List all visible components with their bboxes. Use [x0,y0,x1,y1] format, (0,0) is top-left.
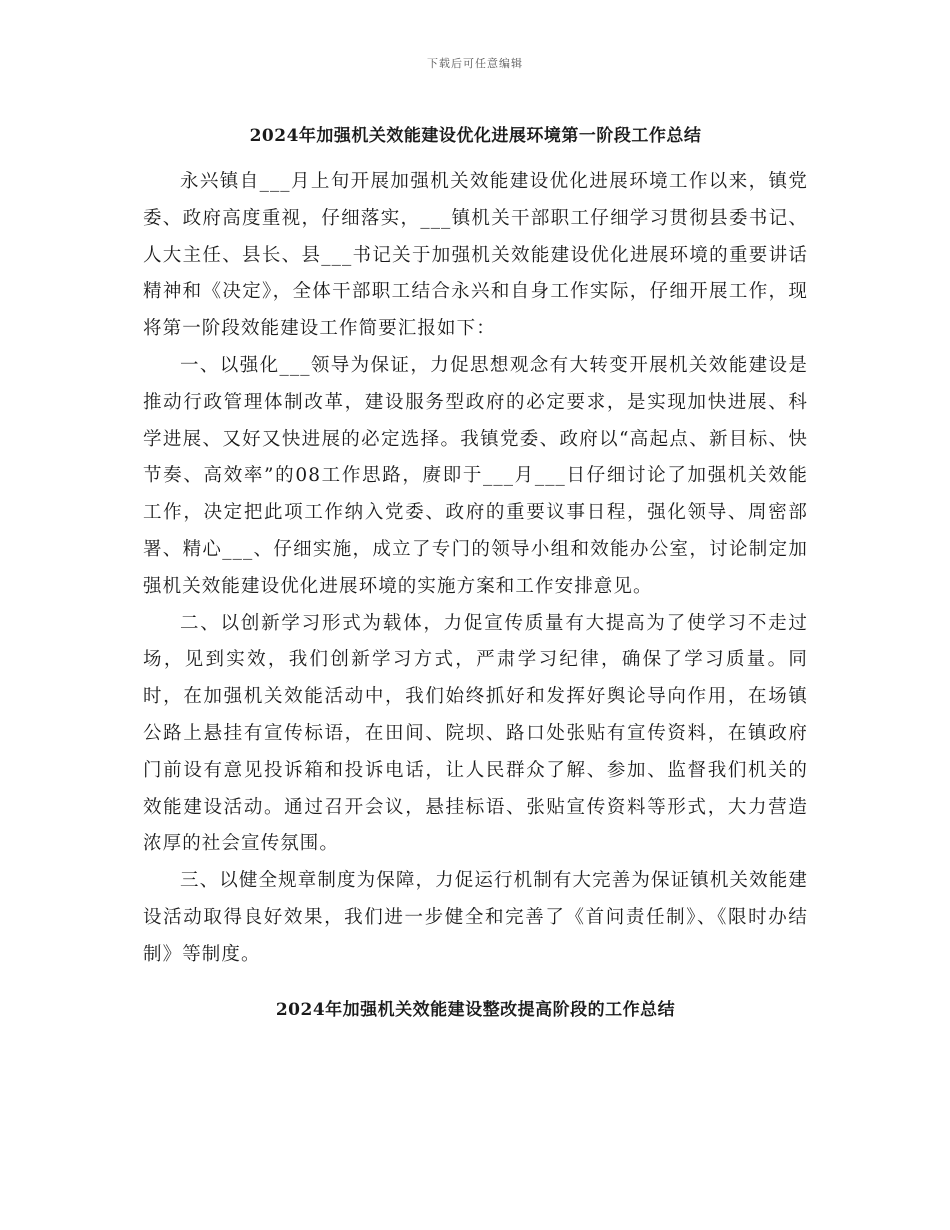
header-note: 下载后可任意编辑 [427,57,523,70]
paragraph-section-3: 三、以健全规章制度为保障，力促运行机制有大完善为保证镇机关效能建设活动取得良好效果，我们进一步健全和完善了《首问责任制》、《限时办结制》等制度。 [143,870,808,965]
document-title: 2024年加强机关效能建设优化进展环境第一阶段工作总结 [249,126,702,146]
second-document-title: 2024年加强机关效能建设整改提高阶段的工作总结 [275,999,676,1020]
paragraph-intro: 永兴镇自___月上旬开展加强机关效能建设优化进展环境工作以来，镇党委、政府高度重视，仔细落实，___镇机关干部职工仔细学习贯彻县委书记、人大主任、县长、县___书记关于加强机关效能建设优化进展环境的重要讲话精神和《决定》，全体干部职工结合永兴和自身工作实际，仔细开展工作，现将第一阶段效能建设工作简要汇报如下： [143,171,808,340]
paragraph-section-2: 二、以创新学习形式为载体，力促宣传质量有大提高为了使学习不走过场，见到实效，我们创新学习方式，严肃学习纪律，确保了学习质量。同时，在加强机关效能活动中，我们始终抓好和发挥好舆论导向作用，在场镇公路上悬挂有宣传标语，在田间、院坝、路口处张贴有宣传资料，在镇政府门前设有意见投诉箱和投诉电话，让人民群众了解、参加、监督我们机关的效能建设活动。通过召开会议，悬挂标语、张贴宣传资料等形式，大力营造浓厚的社会宣传氛围。 [143,612,808,855]
document-body [143,122,808,1024]
paragraph-section-1: 一、以强化___领导为保证，力促思想观念有大转变开展机关效能建设是推动行政管理体制改革，建设服务型政府的必定要求，是实现加快进展、科学进展、又好又快进展的必定选择。我镇党委、政府以“高起点、新目标、快节奏、高效率”的08工作思路，赓即于___月___日仔细讨论了加强机关效能工作，决定把此项工作纳入党委、政府的重要议事日程，强化领导、周密部署、精心___、仔细实施，成立了专门的领导小组和效能办公室，讨论制定加强机关效能建设优化进展环境的实施方案和工作安排意见。 [143,354,808,597]
